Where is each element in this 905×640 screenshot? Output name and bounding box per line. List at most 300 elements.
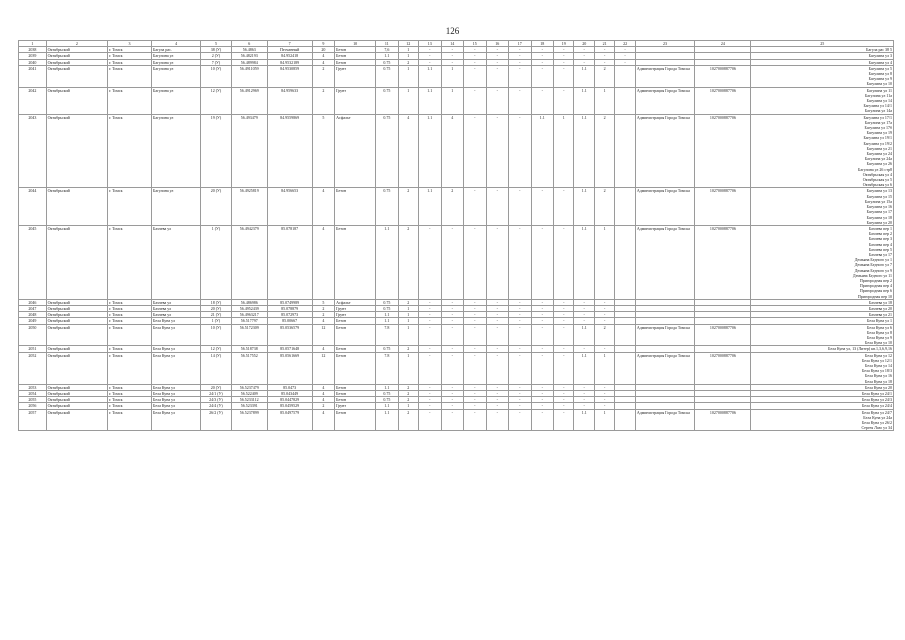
cell-street: Бела Куна ул [152,403,201,409]
cell-w: 1.1 [376,403,399,409]
cell-q10: - [594,53,614,59]
cell-notes [751,352,894,384]
note-line: Демьяна Бедного ул 11 [852,272,892,278]
cell-q3: - [441,403,464,409]
cell-q10: 1 [594,87,614,114]
table-body [19,47,894,431]
cell-q10: 1 [594,225,614,299]
note-line: Багулина ул 19/2 [863,140,892,146]
cell-q6: - [509,53,532,59]
cell-q5: - [486,299,509,305]
cell-lat: 56.4952439 [231,305,267,311]
cell-q1: 2 [398,391,418,397]
cell-city: г. Томск [108,305,152,311]
cell-w: 0.75 [376,305,399,311]
cell-cover: Грунт [335,87,376,114]
cell-q6: - [509,299,532,305]
cell-q5: - [486,188,509,225]
cell-cover: Бетон [335,47,376,53]
note-line: Бахчева ул 21 [868,312,892,318]
cell-street: Бела Куна ул [152,409,201,431]
cell-w: 7.8 [376,352,399,384]
cell-q7: - [531,397,554,403]
cell-street: Багулина ул [152,114,201,188]
cell-len: 4 [312,397,335,403]
cell-q3: - [441,324,464,346]
header-cell: 1 [19,41,47,47]
table-row [19,409,894,431]
cell-q2: - [419,312,442,318]
note-line: Багулина ул 8 [868,71,892,77]
cell-inn: 1027000887706 [695,352,751,384]
cell-number: 20 (У) [201,384,232,390]
cell-w: 7,6 [376,47,399,53]
page-number: 126 [445,26,460,36]
cell-q1: 1 [398,324,418,346]
cell-street: Бела Куна ул [152,352,201,384]
cell-q7: - [531,87,554,114]
cell-q9: - [574,47,594,53]
cell-number: 20 (У) [201,188,232,225]
cell-q6: - [509,188,532,225]
header-cell: 6 [231,41,267,47]
cell-q5: - [486,47,509,53]
cell-q3: 2 [441,188,464,225]
cell-city: г. Томск [108,312,152,318]
cell-owner: Администрация Города Томска [635,352,694,384]
note-line: Бела Куна ул 16 [865,373,892,379]
note-line: Бахчева пер 5 [868,246,892,252]
note-line: Октябрьская ул 5 [862,177,892,183]
cell-q9: 1.1 [574,87,594,114]
cell-lon: 84.952418 [267,53,312,59]
cell-id: 2038 [19,47,47,53]
cell-q3: - [441,384,464,390]
cell-lat: 56.482193 [231,53,267,59]
cell-q6: - [509,305,532,311]
cell-q7: - [531,59,554,65]
cell-lon: 84.9559869 [267,114,312,188]
cell-q10: 2 [594,188,614,225]
cell-id: 2045 [19,225,47,299]
table-row [19,225,894,299]
cell-number: 1 (У) [201,318,232,324]
cell-q1: 1 [398,352,418,384]
cell-w: 0.75 [376,59,399,65]
cell-district: Октябрьский [46,324,107,346]
cell-q9: - [574,318,594,324]
cell-city: г. Томск [108,225,152,299]
note-line: Багулина ул 20 [866,219,892,225]
cell-q8: - [554,312,574,318]
cell-q3: 4 [441,114,464,188]
cell-id: 2040 [19,59,47,65]
cell-q5: - [486,391,509,397]
cell-lon: 84.9530859 [267,65,312,87]
cell-q2: - [419,391,442,397]
cell-q4: - [464,47,487,53]
cell-q3: - [441,409,464,431]
cell-q2: 1.1 [419,188,442,225]
cell-lon: 85.043449 [267,391,312,397]
cell-lat: 56.5237899 [231,409,267,431]
note-line: Багулина ул 11 [866,87,892,93]
cell-id: 2050 [19,324,47,346]
cell-q7: - [531,391,554,397]
cell-len: 2 [312,403,335,409]
cell-q2: - [419,305,442,311]
cell-q9: - [574,403,594,409]
cell-q6: - [509,87,532,114]
cell-city: г. Томск [108,352,152,384]
cell-district: Октябрьский [46,299,107,305]
note-line: Бахчева пер 2 [868,231,892,237]
note-line: Бела Куна ул 26/2 [861,420,892,426]
cell-q5: - [486,65,509,87]
cell-q4: - [464,59,487,65]
cell-inn: 1027000887706 [695,87,751,114]
cell-w: 1.1 [376,384,399,390]
cell-cover: Бетон [335,346,376,352]
cell-lat: 56.5233112 [231,397,267,403]
note-line: Багулина ул 9 [868,76,892,82]
cell-q1: 4 [398,114,418,188]
cell-street: Бахчева ул [152,305,201,311]
cell-cover: Бетон [335,409,376,431]
header-cell: 21 [594,41,614,47]
cell-district: Октябрьский [46,409,107,431]
cell-q2: - [419,403,442,409]
cell-q7: 1.1 [531,114,554,188]
note-line: Багулина ул 26 стр8 [858,166,892,172]
cell-w: 0.75 [376,391,399,397]
cell-city: г. Томск [108,299,152,305]
cell-inn: 1027000887706 [695,188,751,225]
note-line: Бела Куна ул 18/3 [861,368,892,374]
cell-q10: - [594,305,614,311]
cell-district: Октябрьский [46,391,107,397]
header-cell: 11 [376,41,399,47]
cell-q3: - [441,299,464,305]
cell-w: 0.75 [376,397,399,403]
cell-owner: Администрация Города Томска [635,188,694,225]
cell-q6: - [509,59,532,65]
note-line: Бахчева ул 18 [868,299,892,305]
cell-lon: 85.072973 [267,312,312,318]
note-line: Багулина ул 14/1 [863,103,892,109]
cell-owner: Администрация Города Томска [635,324,694,346]
cell-q3: - [441,391,464,397]
header-cell: 9 [312,41,335,47]
note-line: Сергея Лазо ул 34 [861,425,892,431]
cell-city: г. Томск [108,403,152,409]
cell-district: Октябрьский [46,47,107,53]
cell-id: 2054 [19,391,47,397]
cell-q1: 1 [398,305,418,311]
cell-district: Октябрьский [46,318,107,324]
cell-number: 24/1 (У) [201,391,232,397]
cell-q10: - [594,47,614,53]
cell-cover: Асфальт [335,299,376,305]
cell-q8: - [554,346,574,352]
note-line: Бахчева пер 1 [868,225,892,231]
cell-district: Октябрьский [46,114,107,188]
cell-q5: - [486,318,509,324]
cell-district: Октябрьский [46,188,107,225]
note-line: Бела Куна ул 18 [865,378,892,384]
cell-q7: - [531,318,554,324]
cell-lat: 56.5172309 [231,324,267,346]
cell-q7: - [531,384,554,390]
note-line: Бела Куна ул 24а [863,414,892,420]
cell-q6: - [509,397,532,403]
note-line: Пригородная пер 6 [859,288,892,294]
cell-q8: - [554,53,574,59]
cell-q4: - [464,318,487,324]
cell-q3: - [441,59,464,65]
cell-number: 12 (У) [201,87,232,114]
cell-q9: - [574,346,594,352]
cell-q3: 1 [441,65,464,87]
cell-inn: 1027000887706 [695,114,751,188]
cell-q11 [615,409,635,431]
cell-len: 4 [312,59,335,65]
header-cell: 5 [201,41,232,47]
cell-q7: - [531,299,554,305]
cell-q8: - [554,352,574,384]
note-line: Багулина ул 17б [864,125,892,131]
cell-id: 2056 [19,403,47,409]
cell-q5: - [486,305,509,311]
cell-q11 [615,188,635,225]
cell-q5: - [486,225,509,299]
cell-len: 2 [312,305,335,311]
note-line: Багулина ул 11а [864,92,892,98]
cell-q11 [615,352,635,384]
cell-w: 0.75 [376,346,399,352]
note-line: Бахчева пер 4 [868,241,892,247]
cell-district: Октябрьский [46,397,107,403]
note-line: Бела Куна ул 1 [867,318,892,324]
cell-q7: - [531,65,554,87]
cell-w: 0.75 [376,114,399,188]
cell-q9: - [574,53,594,59]
header-cell: 20 [574,41,594,47]
note-line: Багулина ул 15а [864,198,892,204]
cell-owner: Администрация Города Томска [635,225,694,299]
cell-q2: - [419,384,442,390]
cell-q1: 1 [398,47,418,53]
cell-lon: 85.0497579 [267,409,312,431]
cell-q1: 2 [398,225,418,299]
cell-cover: Бетон [335,188,376,225]
cell-q5: - [486,403,509,409]
cell-w: 1.1 [376,409,399,431]
note-line: Багулина ул 10 [866,81,892,87]
cell-q6: - [509,409,532,431]
cell-q9: 1.1 [574,352,594,384]
cell-q4: - [464,53,487,59]
note-line: Бела Куна ул, 13 (Литер) кв.1,3,6,9,16 [828,346,892,352]
cell-inn: 1027000887706 [695,65,751,87]
note-line: Бела Куна ул 10 [865,340,892,346]
cell-notes [751,65,894,87]
cell-q7: - [531,188,554,225]
cell-q10: - [594,403,614,409]
cell-q6: - [509,352,532,384]
cell-district: Октябрьский [46,305,107,311]
cell-city: г. Томск [108,87,152,114]
cell-q9: - [574,305,594,311]
note-line: Бела Куна ул 24/7 [861,409,892,415]
note-line: Бела Куна ул 12/1 [861,357,892,363]
cell-q8: - [554,397,574,403]
cell-q3: - [441,305,464,311]
cell-q5: - [486,324,509,346]
cell-q10: - [594,346,614,352]
cell-q1: 2 [398,384,418,390]
header-cell: 3 [108,41,152,47]
cell-street: Бела Куна ул [152,324,201,346]
cell-lon: 85.078879 [267,305,312,311]
cell-q10: - [594,391,614,397]
cell-q6: - [509,346,532,352]
cell-q3: - [441,225,464,299]
cell-cover: Бетон [335,397,376,403]
cell-q9: - [574,391,594,397]
cell-len: 5 [312,299,335,305]
note-line: Бела Куна ул 6 [867,324,892,330]
cell-inn: 1027000887706 [695,409,751,431]
cell-lon: 85.0561669 [267,352,312,384]
cell-lat: 56.517797 [231,318,267,324]
cell-w: 0.75 [376,65,399,87]
cell-q6: - [509,384,532,390]
cell-id: 2052 [19,352,47,384]
cell-q11 [615,324,635,346]
cell-street: Бахчева ул [152,299,201,305]
cell-len: 4 [312,384,335,390]
note-line: Бела Куна ул 12 [865,352,892,358]
cell-q8: - [554,59,574,65]
cell-city: г. Томск [108,318,152,324]
header-cell: 23 [635,41,694,47]
cell-q7: - [531,225,554,299]
cell-q4: - [464,324,487,346]
cell-q7: - [531,305,554,311]
cell-street: Багулина ул [152,65,201,87]
note-line: Багулина ул 14 [866,98,892,104]
note-line: Багулина ул 17а [864,119,892,125]
cell-city: г. Томск [108,384,152,390]
note-line: Демьяна Бедного ул 1 [854,257,892,263]
cell-cover: Грунт [335,403,376,409]
cell-w: 0.75 [376,87,399,114]
cell-w: 0.75 [376,188,399,225]
cell-q2: - [419,324,442,346]
cell-cover: Бетон [335,384,376,390]
cell-q9: - [574,312,594,318]
cell-len: 2 [312,65,335,87]
cell-q10: 2 [594,114,614,188]
cell-q3: 1 [441,87,464,114]
cell-city: г. Томск [108,391,152,397]
cell-street: Бела Куна ул [152,391,201,397]
cell-id: 2039 [19,53,47,59]
table-row [19,65,894,87]
cell-q6: - [509,324,532,346]
cell-len: 4 [312,346,335,352]
cell-number: 18 (У) [201,299,232,305]
cell-q5: - [486,346,509,352]
cell-street: Бела Куна ул [152,346,201,352]
cell-q8: - [554,409,574,431]
cell-q9: 1.1 [574,65,594,87]
cell-q2: - [419,225,442,299]
cell-w: 1.1 [376,53,399,59]
cell-q11: - [615,47,635,53]
cell-q6: - [509,391,532,397]
note-line: Багулина ул 15 [866,193,892,199]
cell-lat: 56.518738 [231,346,267,352]
note-line: Багулина ул 14а [864,108,892,114]
cell-lon: 84.959633 [267,87,312,114]
cell-q9: - [574,397,594,403]
cell-lat: 56.4963217 [231,312,267,318]
cell-q4: - [464,299,487,305]
cell-q8: 1 [554,114,574,188]
cell-district: Октябрьский [46,225,107,299]
note-line: Багулина ул 19/1 [863,135,892,141]
header-cell: 18 [531,41,554,47]
cell-lon: Песчанный [267,47,312,53]
cell-city: г. Томск [108,65,152,87]
cell-number: 12 (У) [201,346,232,352]
note-line: Багулина ул 13 [866,188,892,194]
table-row [19,114,894,188]
note-line: Багулина ул 3 [868,53,892,59]
cell-lon: 85.0447829 [267,397,312,403]
header-cell: 24 [695,41,751,47]
cell-inn: 1027000887706 [695,225,751,299]
note-line: Октябрьская ул 6 [862,182,892,188]
cell-lon: 85.00667 [267,318,312,324]
header-cell: 25 [751,41,894,47]
cell-owner: Администрация Города Томска [635,114,694,188]
cell-q10: 2 [594,65,614,87]
cell-q4: - [464,225,487,299]
cell-lat: 56.486986 [231,299,267,305]
cell-q7: - [531,53,554,59]
cell-id: 2048 [19,312,47,318]
cell-q8: - [554,318,574,324]
cell-notes [751,114,894,188]
cell-number: 21 (У) [201,312,232,318]
register-table [18,40,894,431]
cell-number: 10 (У) [201,65,232,87]
cell-q5: - [486,53,509,59]
cell-district: Октябрьский [46,65,107,87]
table-row [19,87,894,114]
cell-lat: 56.5237479 [231,384,267,390]
cell-len: 4 [312,225,335,299]
note-line: Пригородная пер 2 [859,277,892,283]
cell-w: 0.75 [376,299,399,305]
cell-q4: - [464,114,487,188]
note-line: Багулина ул 17 [866,209,892,215]
cell-q4: - [464,65,487,87]
cell-q8: - [554,299,574,305]
